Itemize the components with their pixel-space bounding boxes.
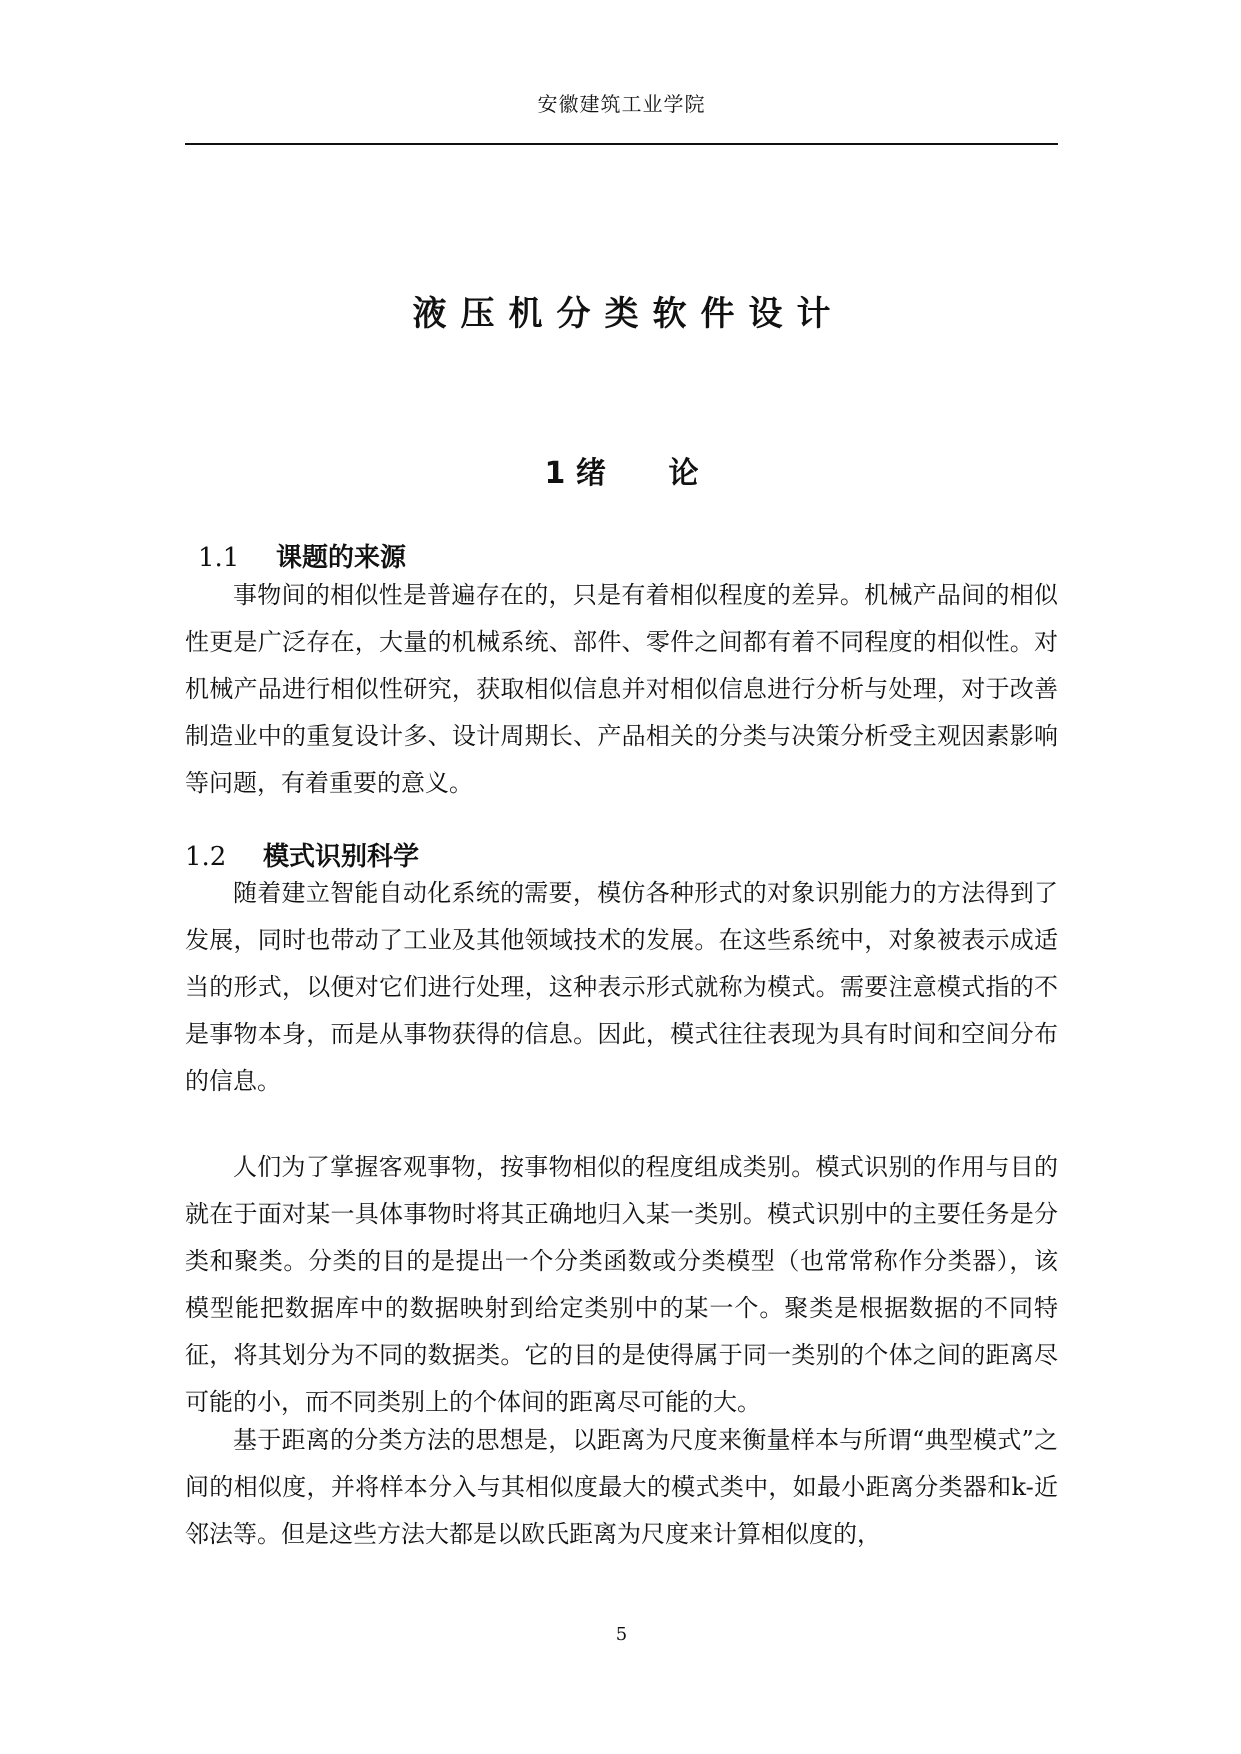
section-number: 1.2 (185, 842, 227, 872)
section-heading-1-2 (185, 836, 419, 873)
header-rule (185, 143, 1058, 145)
chapter-title: 1 绪 论 (544, 456, 699, 491)
paragraph: 事物间的相似性是普遍存在的，只是有着相似程度的差异。机械产品间的相似性更是广泛存在，大量的机械系统、部件、零件之间都有着不同程度的相似性。对机械产品进行相似性研究，获取相似信息并对相似信息进行分析与处理，对于改善制造业中的重复设计多、设计周期长、产品相关的分类与决策分析受主观因素影响等问题，有着重要的意义。 (185, 581, 1058, 797)
running-header: 安徽建筑工业学院 (537, 92, 706, 116)
section-number: 1.1 (198, 543, 240, 573)
paragraph: 随着建立智能自动化系统的需要，模仿各种形式的对象识别能力的方法得到了发展，同时也带动了工业及其他领域技术的发展。在这些系统中，对象被表示成适当的形式，以便对它们进行处理，这种表示形式就称为模式。需要注意模式指的不是事物本身，而是从事物获得的信息。因此，模式往往表现为具有时间和空间分布的信息。 (185, 879, 1058, 1095)
section-heading-1-1 (198, 537, 406, 574)
page-number: 5 (615, 1624, 628, 1645)
section-title: 模式识别科学 (263, 842, 420, 872)
document-title: 液压机分类软件设计 (412, 294, 845, 334)
section-title: 课题的来源 (276, 543, 407, 573)
paragraph: 人们为了掌握客观事物，按事物相似的程度组成类别。模式识别的作用与目的就在于面对某一具体事物时将其正确地归入某一类别。模式识别中的主要任务是分类和聚类。分类的目的是提出一个分类函数或分类模型（也常常称作分类器），该模型能把数据库中的数据映射到给定类别中的某一个。聚类是根据数据的不同特征，将其划分为不同的数据类。它的目的是使得属于同一类别的个体之间的距离尽可能的小，而不同类别上的个体间的距离尽可能的大。 (185, 1153, 1058, 1416)
paragraph: 基于距离的分类方法的思想是，以距离为尺度来衡量样本与所谓“典型模式”之间的相似度，并将样本分入与其相似度最大的模式类中，如最小距离分类器和k-近邻法等。但是这些方法大都是以欧氏距离为尺度来计算相似度的， (185, 1426, 1058, 1548)
